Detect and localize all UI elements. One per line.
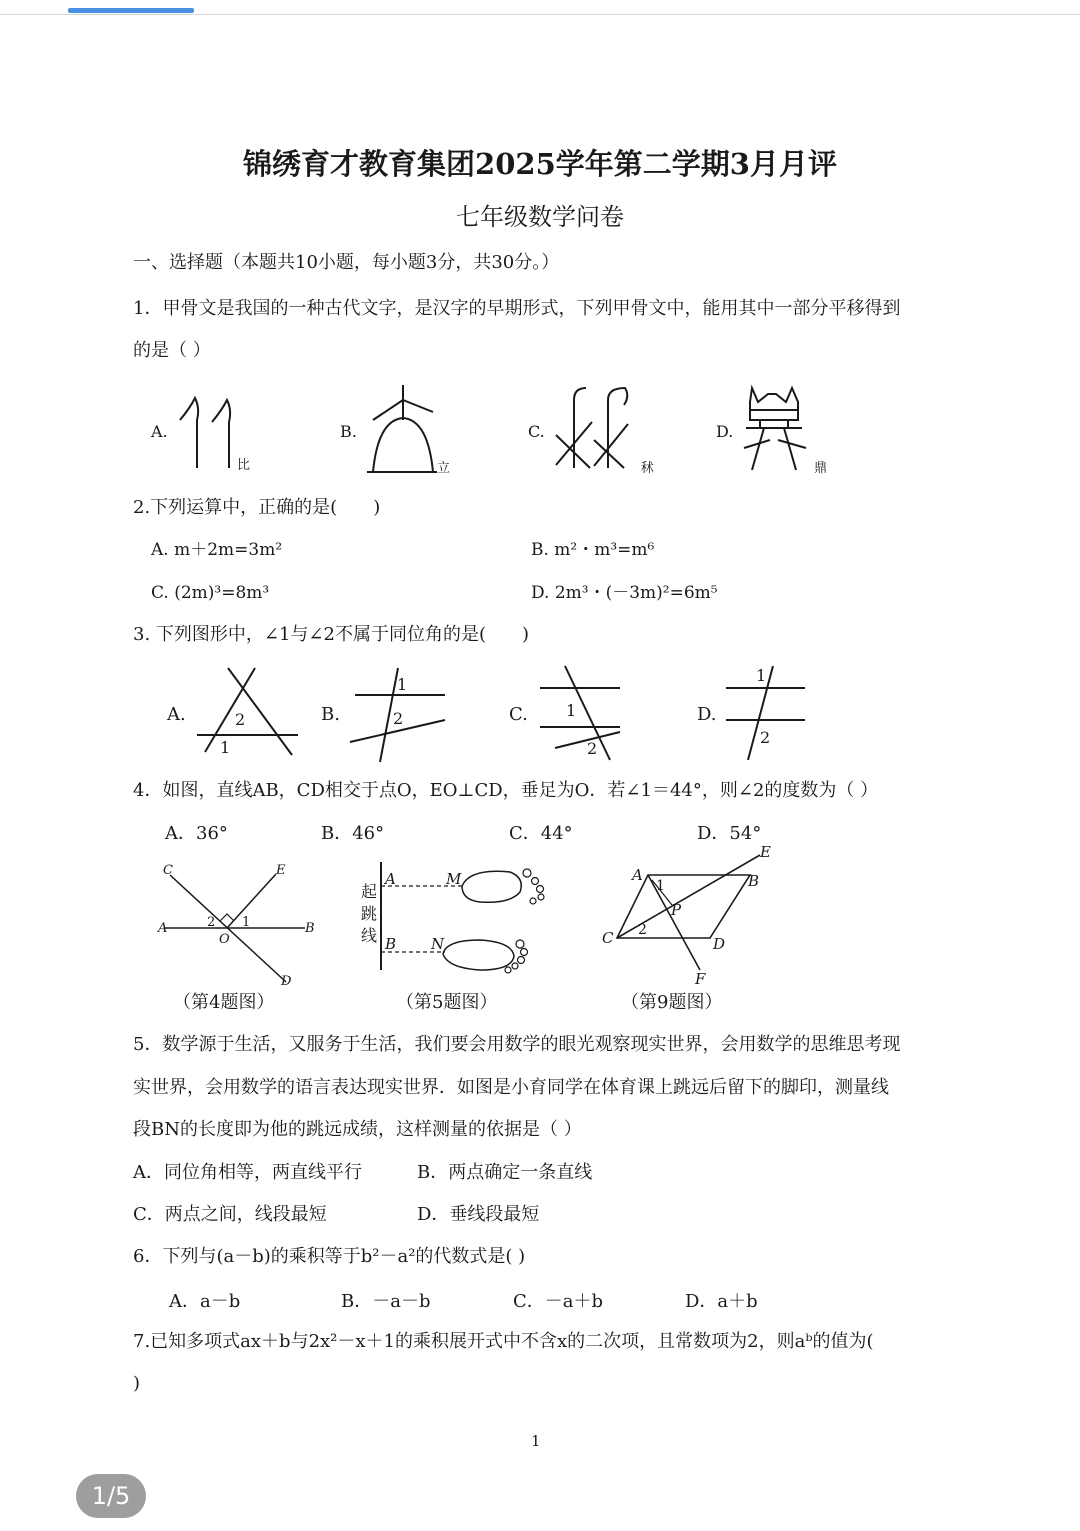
q3c-mark-1: 1: [566, 701, 577, 720]
q3-option-c-label: C.: [509, 704, 528, 725]
fig5-side-1: 起: [361, 882, 378, 901]
q1-option-b-label: B.: [340, 422, 357, 441]
fig9-label-1: 1: [656, 878, 665, 894]
figure-5-caption: （第5题图）: [396, 992, 498, 1013]
question-6-stem: 6．下列与(a－b)的乘积等于b²－a²的代数式是( ): [133, 1246, 526, 1267]
q1-caption-c: 秫: [641, 461, 655, 476]
fig4-label-e: E: [276, 863, 286, 878]
figure-4-caption: （第4题图）: [173, 992, 275, 1013]
figure-9-caption: （第9题图）: [621, 992, 723, 1013]
q5-option-d: D．垂线段最短: [417, 1204, 540, 1225]
fig5-label-a: A: [385, 870, 396, 888]
q5-option-a: A．同位角相等，两直线平行: [133, 1162, 362, 1183]
q2-option-a: A. m＋2m=3m²: [151, 540, 283, 560]
fig4-label-1: 1: [242, 915, 251, 930]
question-4-stem: 4．如图，直线AB，CD相交于点O，EO⊥CD，垂足为O．若∠1＝44°，则∠2的度数为（ ）: [133, 780, 879, 801]
question-1-line-1: 1．甲骨文是我国的一种古代文字，是汉字的早期形式，下列甲骨文中，能用其中一部分平移得到: [133, 298, 901, 319]
q2-option-c: C. (2m)³=8m³: [151, 583, 270, 603]
section-heading: 一、选择题（本题共10小题，每小题3分，共30分。）: [133, 252, 560, 273]
fig5-label-b: B: [385, 935, 397, 953]
exam-subtitle: 七年级数学问卷: [456, 203, 624, 231]
q5-option-c: C．两点之间，线段最短: [133, 1204, 327, 1225]
q3d-mark-2: 2: [760, 728, 771, 747]
page-number: 1: [531, 1432, 541, 1450]
question-5-line-2: 实世界，会用数学的语言表达现实世界．如图是小育同学在体育课上跳远后留下的脚印，测量线: [133, 1077, 889, 1098]
question-2-stem: 2.下列运算中，正确的是( ): [133, 497, 381, 518]
q6-option-d: D．a＋b: [685, 1291, 758, 1312]
fig9-label-d: D: [713, 935, 726, 953]
fig4-label-o: O: [219, 932, 230, 947]
q1-option-d-label: D.: [716, 422, 734, 441]
fig9-label-p: P: [671, 901, 682, 919]
q5-option-b: B．两点确定一条直线: [417, 1162, 593, 1183]
fig5-label-n: N: [431, 935, 445, 953]
q4-option-a: A．36°: [165, 823, 228, 844]
fig4-label-c: C: [163, 863, 173, 878]
fig9-label-2: 2: [638, 922, 647, 938]
q3-option-b-label: B.: [321, 704, 340, 725]
q3d-mark-1: 1: [756, 666, 767, 685]
q1-caption-d: 鼎: [814, 461, 828, 476]
q1-option-c-label: C.: [528, 422, 545, 441]
q3b-mark-1: 1: [397, 675, 408, 694]
fig4-label-2: 2: [207, 915, 216, 930]
q4-option-b: B．46°: [321, 823, 385, 844]
question-1-line-2: 的是（ ）: [133, 340, 211, 361]
q6-option-c: C．－a＋b: [513, 1291, 604, 1312]
page-indicator[interactable]: 1/5: [76, 1474, 146, 1518]
q3-option-a-label: A.: [167, 704, 186, 725]
question-7-line-1: 7.已知多项式ax＋b与2x²－x＋1的乘积展开式中不含x的二次项，且常数项为2，则aᵇ的值为(: [133, 1331, 874, 1352]
fig9-label-b: B: [748, 872, 760, 890]
q4-option-c: C．44°: [509, 823, 573, 844]
question-5-line-1: 5．数学源于生活，又服务于生活，我们要会用数学的眼光观察现实世界，会用数学的思维思考现: [133, 1034, 901, 1055]
fig4-label-a: A: [158, 921, 168, 936]
question-3-stem: 3. 下列图形中，∠1与∠2不属于同位角的是( ): [133, 624, 530, 645]
fig5-side-3: 线: [361, 926, 378, 945]
q1-option-a-label: A.: [151, 422, 168, 441]
q2-option-d: D. 2m³・(－3m)²=6m⁵: [531, 583, 718, 603]
q1-caption-a: 比: [237, 458, 251, 473]
exam-title: 锦绣育才教育集团2025学年第二学期3月月评: [243, 147, 837, 181]
q3a-mark-2: 2: [235, 710, 246, 729]
q6-option-b: B．－a－b: [341, 1291, 431, 1312]
q2-option-b: B. m²・m³=m⁶: [531, 540, 655, 560]
q3c-mark-2: 2: [587, 739, 598, 758]
q3a-mark-1: 1: [220, 738, 231, 757]
fig9-label-a: A: [632, 866, 643, 884]
tab-indicator: [68, 8, 194, 13]
fig9-label-f: F: [695, 970, 706, 988]
fig4-label-b: B: [305, 921, 315, 936]
q6-option-a: A．a－b: [169, 1291, 241, 1312]
question-7-line-2: ): [133, 1373, 141, 1394]
q3-option-d-label: D.: [697, 704, 717, 725]
q3b-mark-2: 2: [393, 709, 404, 728]
fig4-label-d: D: [281, 974, 292, 989]
fig9-label-c: C: [602, 929, 614, 947]
question-5-line-3: 段BN的长度即为他的跳远成绩，这样测量的依据是（ ）: [133, 1119, 582, 1140]
q1-caption-b: 立: [437, 461, 451, 476]
fig5-label-m: M: [446, 870, 462, 888]
fig5-side-2: 跳: [361, 904, 378, 923]
fig9-label-e: E: [760, 843, 771, 861]
q4-option-d: D．54°: [697, 823, 762, 844]
